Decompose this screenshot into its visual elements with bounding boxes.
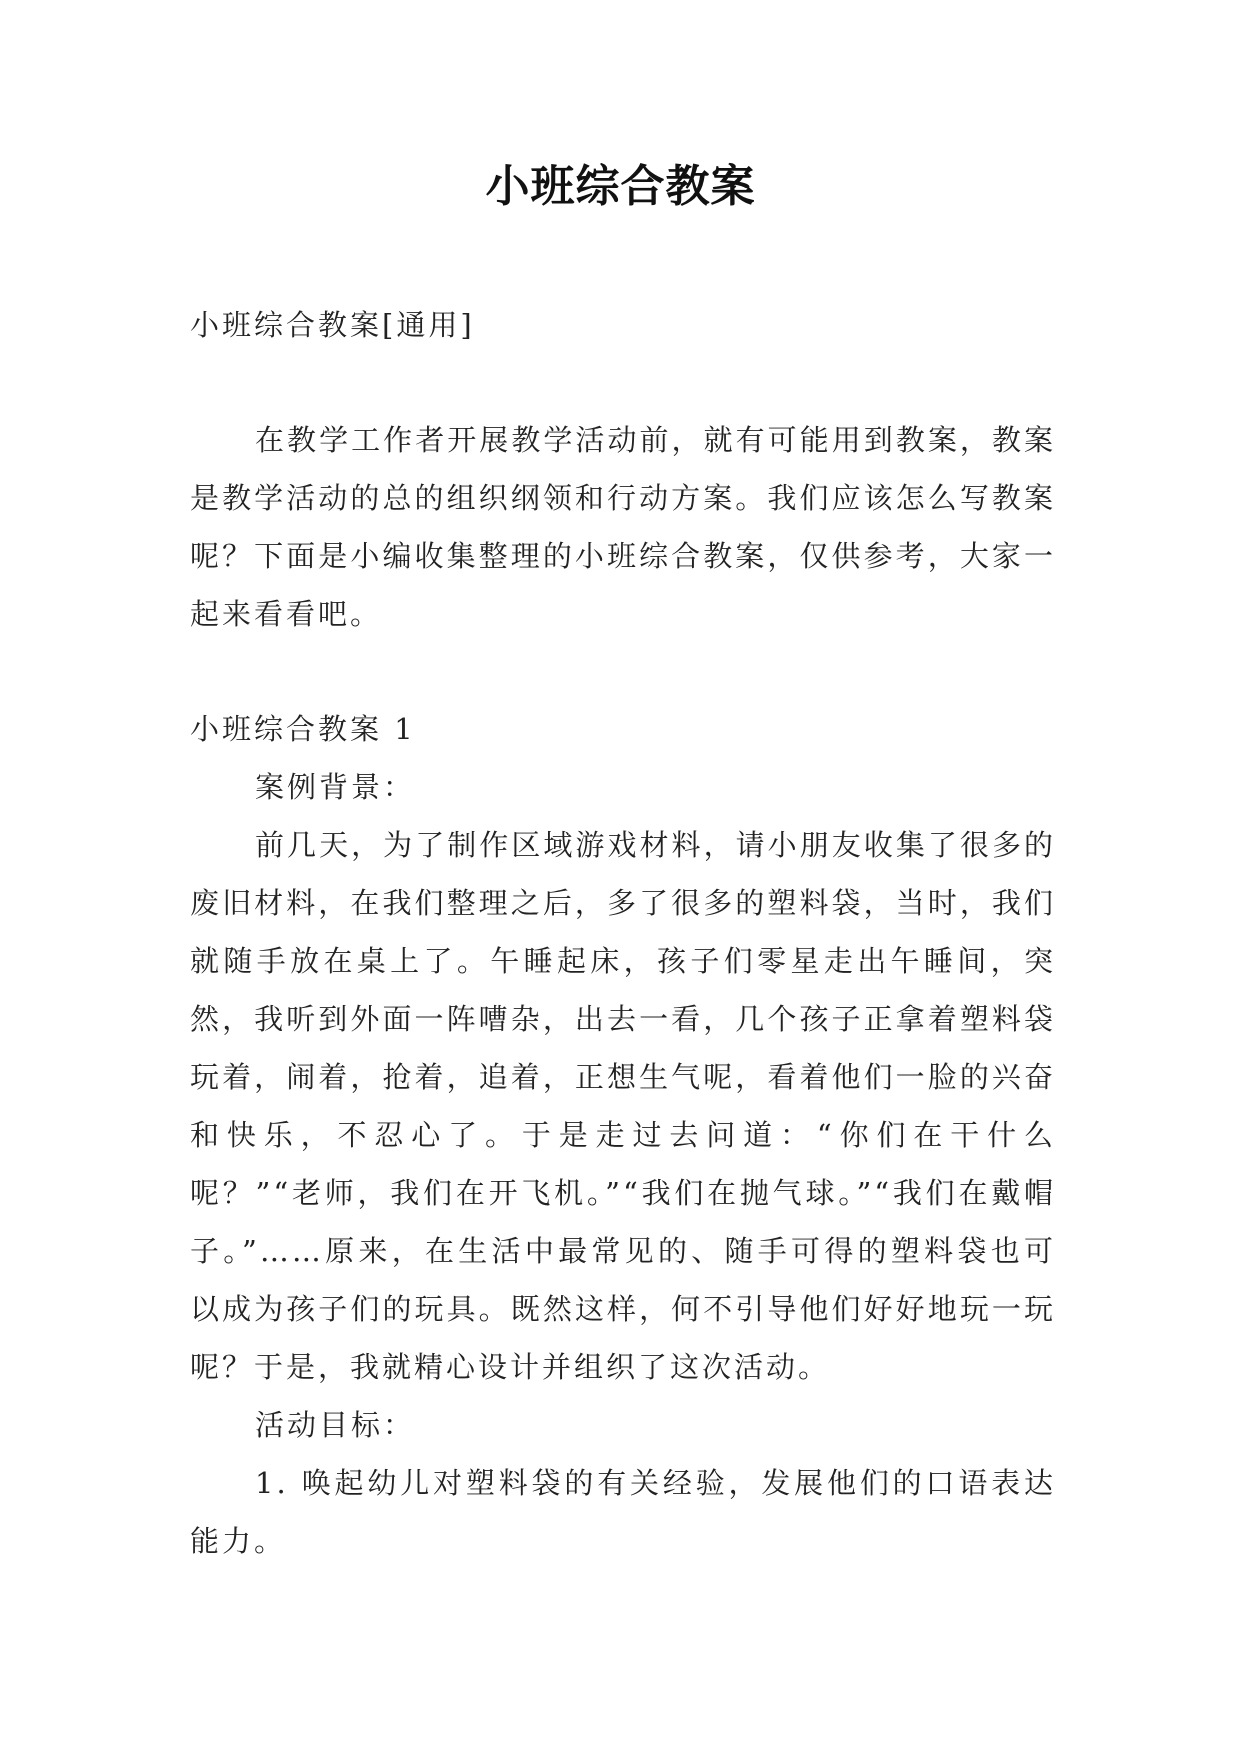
section-heading: 小班综合教案 1 [190,712,416,746]
document-subtitle: 小班综合教案[通用] [190,308,475,342]
document-title: 小班综合教案 [485,161,756,212]
goals-label: 活动目标： [255,1408,416,1442]
background-paragraph: 前几天，为了制作区域游戏材料，请小朋友收集了很多的废旧材料，在我们整理之后，多了很多的塑料袋，当时，我们就随手放在桌上了。午睡起床，孩子们零星走出午睡间，突然，我听到外面一阵嘈杂，出去一看，几个孩子正拿着塑料袋玩着，闹着，抢着，追着，正想生气呢，看着他们一脸的兴奋和快乐，不忍心了。于是走过去问道：“你们在干什么呢？”“老师，我们在开飞机。”“我们在抛气球。”“我们在戴帽子。”……原来，在生活中最常见的、随手可得的塑料袋也可以成为孩子们的玩具。既然这样，何不引导他们好好地玩一玩呢？于是，我就精心设计并组织了这次活动。 [190,828,1056,1384]
intro-paragraph: 在教学工作者开展教学活动前，就有可能用到教案，教案是教学活动的总的组织纲领和行动方案。我们应该怎么写教案呢？下面是小编收集整理的小班综合教案，仅供参考，大家一起来看看吧。 [190,423,1056,631]
spacer [190,354,1056,411]
spacer [190,643,1056,700]
document-body [190,296,1056,1570]
background-label: 案例背景： [255,770,416,804]
goal-item-1: 1. 唤起幼儿对塑料袋的有关经验，发展他们的口语表达能力。 [190,1466,1056,1558]
